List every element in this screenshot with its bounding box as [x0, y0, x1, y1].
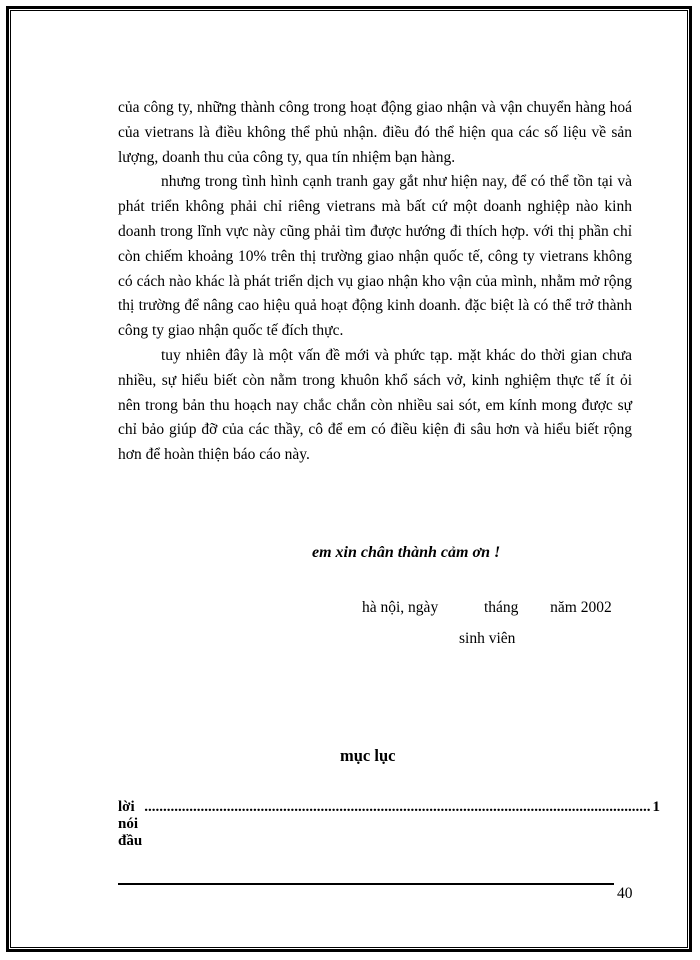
- paragraph-2: nhưng trong tình hình cạnh tranh gay gắt như hiện nay, để có thể tồn tại và phát triển không phải chỉ riêng vietrans mà bất cứ một doanh nghiệp nào kinh doanh trong lĩnh vực này cũng phải tìm được hướng đi thích hợp. với thị phần chỉ còn chiếm khoảng 10% trên thị trường giao nhận quốc tế, công ty vietrans không có cách nào khác là phát triển dịch vụ giao nhận kho vận của mình, nhằm mở rộng thị trường để nâng cao hiệu quả hoạt động kinh doanh. đặc biệt là có thể trở thành công ty giao nhận quốc tế đích thực.: [118, 173, 632, 340]
- signer-label: sinh viên: [459, 630, 516, 647]
- toc-entry-page: 1: [652, 799, 660, 815]
- toc-entry-leader: .......................................................................................................................................: [144, 799, 651, 815]
- page-number: 40: [617, 885, 633, 902]
- date-year: năm 2002: [550, 599, 612, 616]
- toc-title: mục lục: [340, 746, 396, 765]
- date-month: tháng: [483, 599, 519, 616]
- paragraph-3: tuy nhiên đây là một vấn đề mới và phức tạp. mặt khác do thời gian chưa nhiều, sự hiểu biết còn nằm trong khuôn khổ sách vở, kinh nghiệm thực tế ít ỏi nên trong bản thu hoạch nay chắc chắn còn nhiều sai sót, em kính mong được sự chỉ bảo giúp đỡ của các thầy, cô để em có điều kiện đi sâu hơn và hiểu biết rộng hơn để hoàn thiện báo cáo này.: [118, 346, 632, 464]
- thanks-line: em xin chân thành cảm ơn !: [312, 544, 501, 561]
- date-line: [362, 599, 612, 617]
- body-text: [118, 96, 632, 468]
- paragraph-1: của công ty, những thành công trong hoạt động giao nhận và vận chuyển hàng hoá của vietrans là điều không thể phủ nhận. điều đó thể hiện qua các số liệu về sản lượng, doanh thu của công ty, qua tín nhiệm bạn hàng.: [118, 99, 632, 166]
- toc-entry-label: lời nói đầu: [118, 799, 143, 849]
- footer-rule: [118, 883, 614, 885]
- toc-entry[interactable]: [118, 799, 660, 850]
- date-place: hà nội, ngày: [362, 599, 439, 616]
